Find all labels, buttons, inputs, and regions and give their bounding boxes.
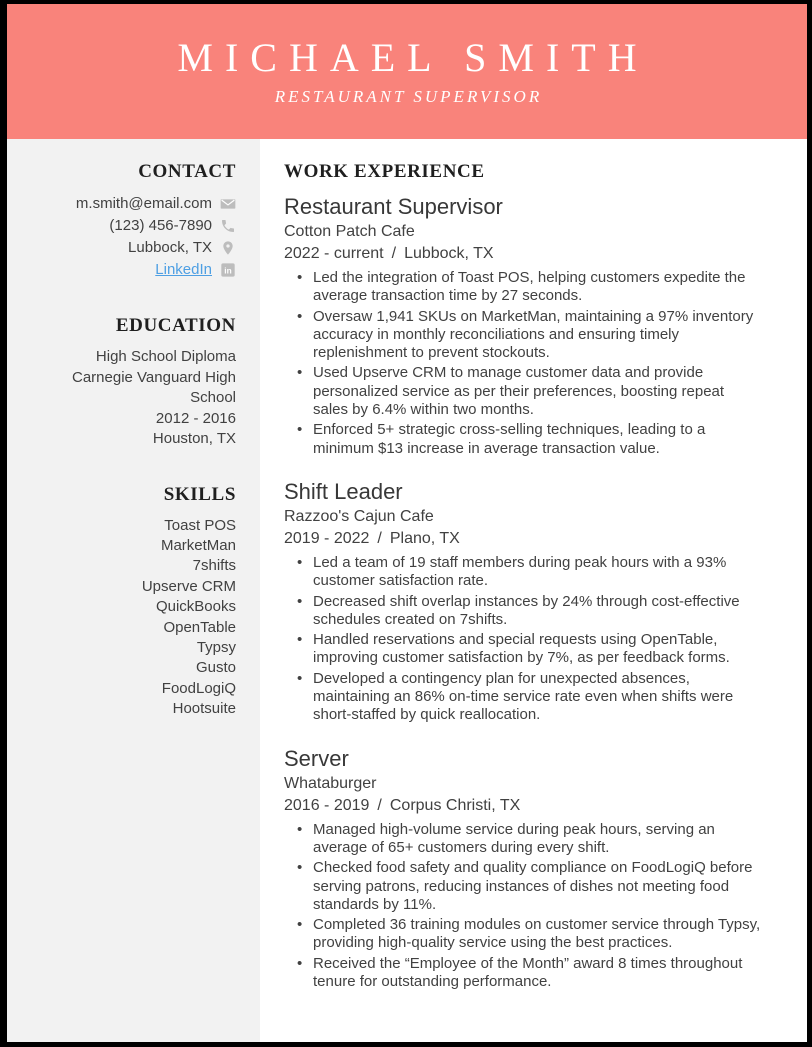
job-entry <box>284 478 762 725</box>
skill-item: Toast POS <box>164 516 236 534</box>
skill-item: QuickBooks <box>155 598 236 616</box>
bullet-item: • Used Upserve CRM to manage customer data and provide personalized service as per their preferences, boosting repeat sales by 6.4% within two months. <box>313 364 762 419</box>
school-name: Carnegie Vanguard High School <box>72 368 236 406</box>
degree: High School Diploma <box>95 348 236 365</box>
bullet-item: • Developed a contingency plan for unexpected absences, maintaining an 86% on-time service rate even when shifts were short-staffed by quick reallocation. <box>313 670 762 725</box>
contact-item-label[interactable]: LinkedIn <box>155 261 212 278</box>
skill-item: OpenTable <box>163 618 236 636</box>
skill-item: 7shifts <box>192 557 236 575</box>
page-body <box>7 139 807 1042</box>
education-heading: EDUCATION <box>115 315 236 336</box>
skill-item: Hootsuite <box>172 700 236 718</box>
contact-heading: CONTACT <box>138 161 236 182</box>
skill-item: MarketMan <box>160 536 236 554</box>
date-location-separator: / <box>377 796 382 814</box>
date-range: 2022 - current <box>284 245 384 262</box>
envelope-icon <box>220 196 236 212</box>
contact-list <box>53 193 236 281</box>
contact-section <box>53 160 236 281</box>
skills-heading: SKILLS <box>163 483 236 505</box>
education-dates: 2012 - 2016 <box>155 409 236 427</box>
phone-icon <box>220 218 236 234</box>
job-dates <box>284 528 762 549</box>
bullet-item: • Received the “Employee of the Month” award 8 times throughout tenure for outstanding performance. <box>313 955 762 992</box>
job-dates <box>284 243 762 264</box>
bullet-list <box>284 821 762 992</box>
bullet-item: • Led a team of 19 staff members during peak hours with a 93% customer satisfaction rate. <box>313 554 762 591</box>
education-location: Houston, TX <box>152 430 236 447</box>
job-title: Shift Leader <box>284 478 403 504</box>
main-column <box>260 139 807 1042</box>
contact-item-label: m.smith@email.com <box>75 195 212 212</box>
skill-item: Upserve CRM <box>141 577 236 595</box>
contact-item <box>53 237 236 259</box>
bullet-item: • Oversaw 1,941 SKUs on MarketMan, maintaining a 97% inventory accuracy in monthly reconciliations and ensuring timely replenishment to prevent stockouts. <box>313 308 762 363</box>
job-location: Plano, TX <box>389 529 460 547</box>
linkedin-icon <box>220 262 236 278</box>
bullet-item: • Completed 36 training modules on customer service through Typsy, providing high-quality service using the best practices. <box>313 916 762 953</box>
skill-item: Gusto <box>195 659 236 677</box>
job-location: Lubbock, TX <box>404 245 494 262</box>
company-name: Whataburger <box>284 774 377 792</box>
contact-item <box>53 259 236 281</box>
candidate-title: RESTAURANT SUPERVISOR <box>274 87 543 106</box>
job-entry <box>284 193 762 458</box>
job-dates <box>284 795 762 816</box>
bullet-item: • Led the integration of Toast POS, helping customers expedite the average transaction time by 27 seconds. <box>313 269 762 306</box>
date-range: 2016 - 2019 <box>284 796 370 814</box>
job-location: Corpus Christi, TX <box>389 796 521 814</box>
bullet-item: • Checked food safety and quality compliance on FoodLogiQ before serving patrons, reducing instances of dishes not meeting food standards by 11%. <box>313 859 762 914</box>
skill-item: FoodLogiQ <box>161 679 236 697</box>
company-name: Razzoo's Cajun Cafe <box>284 507 434 525</box>
bullet-list <box>284 554 762 725</box>
bullet-list <box>284 269 762 458</box>
job-title: Restaurant Supervisor <box>284 194 503 219</box>
company-name: Cotton Patch Cafe <box>284 223 415 240</box>
svg-text:in: in <box>224 265 232 276</box>
bullet-item: • Decreased shift overlap instances by 24% through cost-effective schedules created on 7shifts. <box>313 593 762 630</box>
date-range: 2019 - 2022 <box>284 529 370 547</box>
date-location-separator: / <box>377 529 382 547</box>
skills-list <box>53 516 236 720</box>
bullet-item: • Enforced 5+ strategic cross-selling techniques, leading to a minimum $13 increase in average transaction value. <box>313 421 762 458</box>
skill-item: Typsy <box>196 638 236 656</box>
job-title: Server <box>284 745 349 771</box>
contact-item <box>53 193 236 215</box>
contact-item-label: Lubbock, TX <box>128 239 212 256</box>
skills-section <box>53 483 236 720</box>
contact-item-label: (123) 456-7890 <box>109 217 212 234</box>
location-pin-icon <box>220 240 236 256</box>
candidate-name: MICHAEL SMITH <box>177 35 649 80</box>
job-entry <box>284 745 762 992</box>
sidebar <box>7 139 260 1042</box>
education-section <box>53 314 236 450</box>
jobs-list <box>284 193 762 991</box>
date-location-separator: / <box>391 245 397 262</box>
work-experience-heading: WORK EXPERIENCE <box>284 161 485 182</box>
contact-item <box>53 215 236 237</box>
header-banner <box>7 4 807 139</box>
bullet-item: • Managed high-volume service during peak hours, serving an average of 65+ customers during every shift. <box>313 821 762 858</box>
bullet-item: • Handled reservations and special requests using OpenTable, improving customer satisfaction by 7%, as per feedback forms. <box>313 631 762 668</box>
